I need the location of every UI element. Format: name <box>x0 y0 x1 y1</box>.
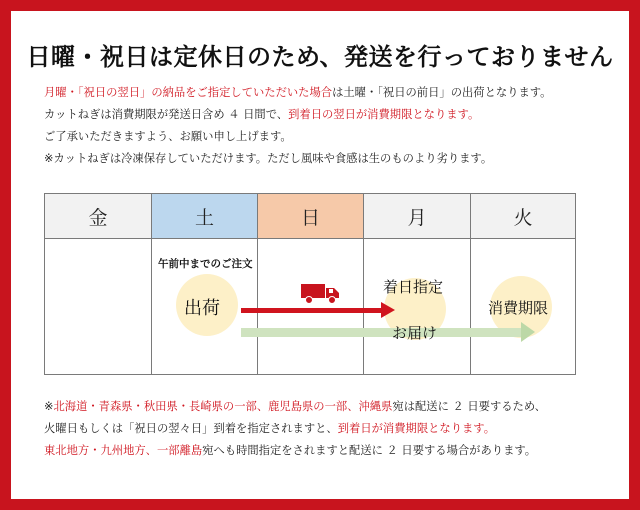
red-arrow-head <box>381 302 395 318</box>
header-tuesday: 火 <box>471 194 575 239</box>
bottom-line-1 <box>44 400 546 414</box>
header-monday: 月 <box>364 194 471 239</box>
arrival-label-bottom: お届け <box>392 324 438 342</box>
truck-icon <box>301 283 341 305</box>
ship-label: 出荷 <box>184 298 220 319</box>
order-deadline-label: 午前中までのご注文 <box>158 258 253 270</box>
note-highlight: 到着日の翌日が消費期限となります。 <box>288 108 480 121</box>
bottom-text: 宛は配送に ２ 日要するため、 <box>392 400 546 413</box>
note-text: カットねぎは消費期限が発送日含め ４ 日間で、 <box>44 108 289 121</box>
bottom-highlight: 東北地方・九州地方、一部離島 <box>44 444 203 457</box>
bottom-text: 火曜日もしくは「祝日の翌々日」到着を指定されますと、 <box>44 422 338 435</box>
red-arrow-shaft <box>241 308 381 313</box>
green-arrow-head <box>521 322 535 342</box>
note-line-1 <box>44 86 551 100</box>
cell-sunday <box>258 239 364 374</box>
bottom-text: 宛へも時間指定をされますと配送に ２ 日要する場合があります。 <box>202 444 537 457</box>
cell-friday <box>45 239 152 374</box>
note-line-4: ※カットねぎは冷凍保存していただけます。ただし風味や食感は生のものより劣ります。 <box>44 152 493 165</box>
header-friday: 金 <box>45 194 152 239</box>
arrival-label-top: 着日指定 <box>383 278 444 296</box>
bottom-line-2 <box>44 422 495 436</box>
bottom-highlight: 到着日が消費期限となります。 <box>337 422 495 435</box>
note-line-3: ご了承いただきますよう、お願い申し上げます。 <box>44 130 292 143</box>
expiry-label: 消費期限 <box>488 299 549 317</box>
note-text: は土曜・「祝日の前日」の出荷となります。 <box>332 86 552 99</box>
bottom-highlight: 北海道・青森県・秋田県・長崎県の一部、鹿児島県の一部、沖縄県 <box>53 400 393 413</box>
bottom-line-3 <box>44 444 536 458</box>
note-highlight: 月曜・「祝日の翌日」の納品をご指定していただいた場合 <box>44 86 333 99</box>
page-title: 日曜・祝日は定休日のため、発送を行っておりません <box>26 43 614 71</box>
bottom-text: ※ <box>44 400 54 413</box>
header-saturday: 土 <box>152 194 258 239</box>
note-line-2 <box>44 108 479 122</box>
header-sunday: 日 <box>258 194 364 239</box>
green-arrow-shaft <box>241 328 521 337</box>
